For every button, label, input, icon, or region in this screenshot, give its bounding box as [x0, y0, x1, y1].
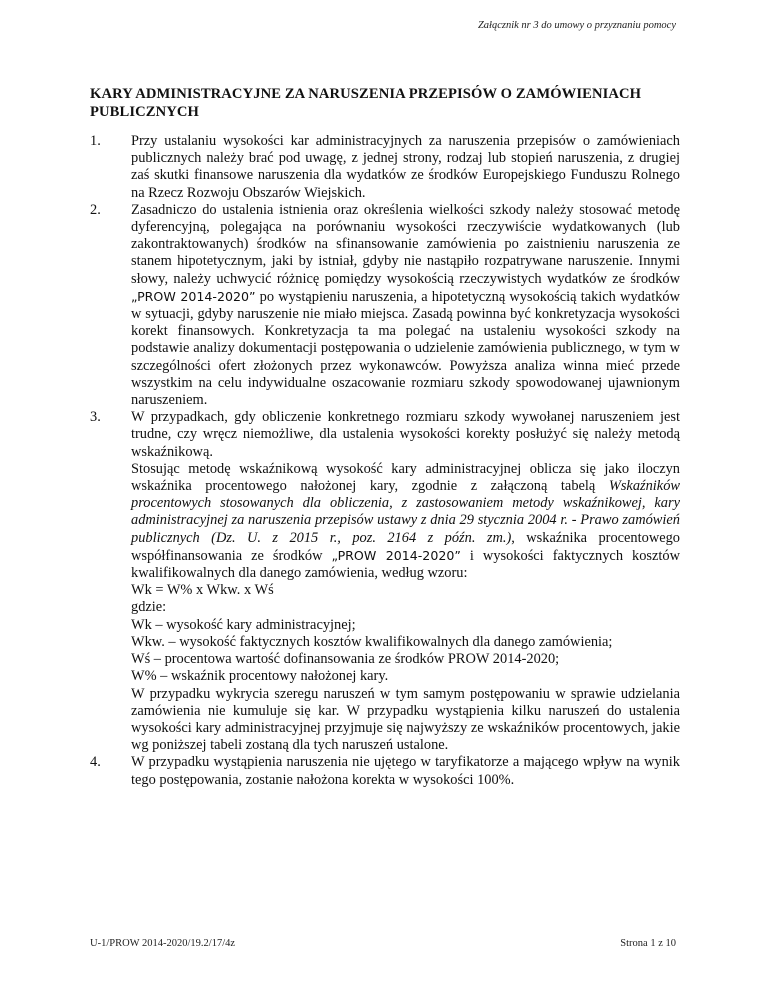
- item-number: 2.: [90, 201, 101, 218]
- list-item-3: [90, 409, 680, 754]
- header-note: Załącznik nr 3 do umowy o przyznaniu pomocy: [477, 20, 676, 31]
- item-3-table-reference: Wskaźników procentowych stosowanych dla obliczenia, z zastosowaniem metody wskaźnikowej, kary administracyjnej za naruszenia przepisów ustawy z dnia 29 stycznia 2004 r. - Prawo zamówień publicznych (Dz. U. z 2015 r., poz. 2164 z późn. zm.): [131, 478, 680, 546]
- formula-where: gdzie:: [131, 599, 167, 616]
- list-item-2: [90, 202, 680, 409]
- program-name: „PROW 2014-2020”: [131, 288, 256, 304]
- item-3-p2-b: , wskaźnika procentowego współfinansowania ze środków: [131, 529, 680, 564]
- footer-reference: U-1/PROW 2014-2020/19.2/17/4z: [90, 938, 236, 949]
- formula: Wk = W% x Wkw. x Wś: [131, 582, 274, 599]
- footer-page-number: Strona 1 z 10: [620, 938, 676, 949]
- numbered-list: [90, 133, 680, 789]
- item-3-last-paragraph: W przypadku wykrycia szeregu naruszeń w tym samym postępowaniu w sprawie udzielania zamówienia nie kumuluje się kar. W przypadku wystąpienia kilku naruszeń do ustalenia wysokości kary administracyjnej przyjmuje się najwyższy ze wskaźników procentowych, jakie wg poniższej tabeli zostaną dla tych naruszeń ustalone.: [131, 685, 680, 754]
- item-number: 3.: [90, 409, 101, 426]
- item-2-text-b: po wystąpieniu naruszenia, a hipotetyczną wysokością takich wydatków w sytuacji, gdyby naruszenie nie miało miejsca. Zasadą powinna być konkretyzacja wysokości korekt finansowych. Konkretyzacja ta ma polegać na ustaleniu wysokości szkody na podstawie analizy dokumentacji postępowania o udzielenie zamówienia publicznego, w tym w szczególności ofert złożonych przez wykonawców. Powyższa analiza winna mieć przede wszystkim na celu indywidualne oszacowanie rozmiaru szkody spowodowanej ujawnionym naruszeniem.: [131, 288, 680, 409]
- program-name: „PROW 2014-2020”: [331, 547, 461, 563]
- definition-ws: Wś – procentowa wartość dofinansowania ze środków PROW 2014-2020;: [131, 651, 560, 668]
- item-number: 4.: [90, 754, 101, 771]
- item-4-text: W przypadku wystąpienia naruszenia nie ujętego w taryfikatorze a mającego wpływ na wynik tego postępowania, zostanie nałożona korekta w wysokości 100%.: [131, 754, 680, 788]
- definition-wp: W% – wskaźnik procentowy nałożonej kary.: [131, 668, 389, 685]
- definition-wkw: Wkw. – wysokość faktycznych kosztów kwalifikowalnych dla danego zamówienia;: [131, 633, 613, 650]
- item-3-method-paragraph: [131, 461, 680, 582]
- item-2-text-a: Zasadniczo do ustalenia istnienia oraz określenia wielkości szkody należy stosować metodę dyferencyjną, polegająca na porównaniu wysokości rzeczywiście wydatkowanych (lub zakontraktowanych) środków na sfinansowanie zamówienia po zaistnieniu naruszenia ze stanem hipotetycznym, jaki by istniał, gdyby nie nastąpiło rozpatrywane naruszenie. Innymi słowy, należy uchwycić różnicę pomiędzy wysokością rzeczywistych wydatków ze środków: [131, 201, 680, 287]
- item-3-text: W przypadkach, gdy obliczenie konkretnego rozmiaru szkody wywołanej naruszeniem jest trudne, czy wręcz niemożliwe, dla ustalenia wysokości korekty posłużyć się należy metodą wskaźnikową.: [131, 409, 680, 460]
- list-item-4: [90, 754, 680, 788]
- item-number: 1.: [90, 133, 101, 149]
- definition-wk: Wk – wysokość kary administracyjnej;: [131, 616, 356, 633]
- document-title: KARY ADMINISTRACYJNE ZA NARUSZENIA PRZEPISÓW O ZAMÓWIENIACH PUBLICZNYCH: [90, 86, 642, 120]
- item-1-text: Przy ustalaniu wysokości kar administracyjnych za naruszenia przepisów o zamówieniach publicznych należy brać pod uwagę, z jednej strony, rodzaj lub stopień naruszenia, z drugiej zaś skutki finansowe naruszenia dla wydatków ze środków Europejskiego Funduszu Rolnego na Rzecz Rozwoju Obszarów Wiejskich.: [131, 133, 680, 201]
- item-3-p2-c: i wysokości faktycznych kosztów kwalifikowalnych dla danego zamówienia, według wzoru:: [131, 547, 680, 582]
- list-item-1: [90, 133, 680, 202]
- item-2-text: [131, 202, 680, 409]
- item-3-p2-a: Stosując metodę wskaźnikową wysokość kary administracyjnej oblicza się jako iloczyn wskaźnika procentowego nałożonej kary, zgodnie z załączoną tabelą: [131, 460, 680, 495]
